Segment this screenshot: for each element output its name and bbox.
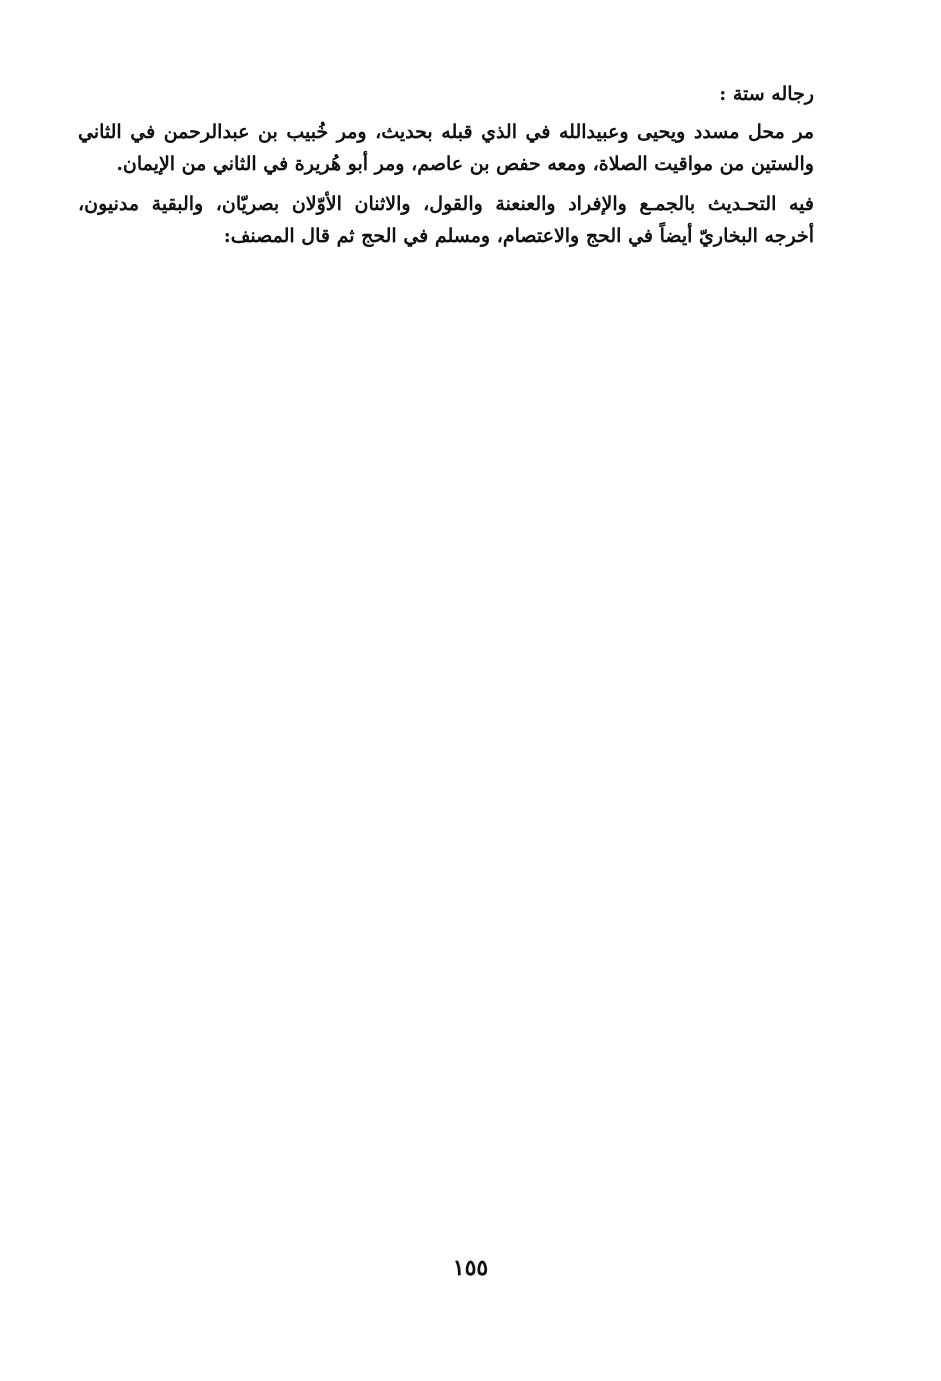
text-line: أخرجه البخاريّ أيضاً في الحج والاعتصام، ومسلم في الحج ثم قال المصنف:	[223, 225, 814, 247]
paragraph-notes	[78, 188, 814, 252]
paragraph-narrators	[78, 116, 814, 180]
page-number: ١٥٥	[452, 1255, 489, 1281]
section-heading: رجاله ستة :	[719, 83, 814, 105]
text-line: مر محل مسدد ويحيى وعبيدالله في الذي قبله بحديث، ومر خُبيب بن عبدالرحمن في الثاني	[78, 121, 814, 143]
text-line: والستين من مواقيت الصلاة، ومعه حفص بن عاصم، ومر أبو هُريرة في الثاني من الإيمان.	[116, 153, 814, 175]
text-line: فيه التحـديث بالجمـع والإفراد والعنعنة والقول، والاثنان الأوّلان بصريّان، والبقية مدنيون،	[78, 193, 814, 215]
body-text	[78, 78, 814, 260]
